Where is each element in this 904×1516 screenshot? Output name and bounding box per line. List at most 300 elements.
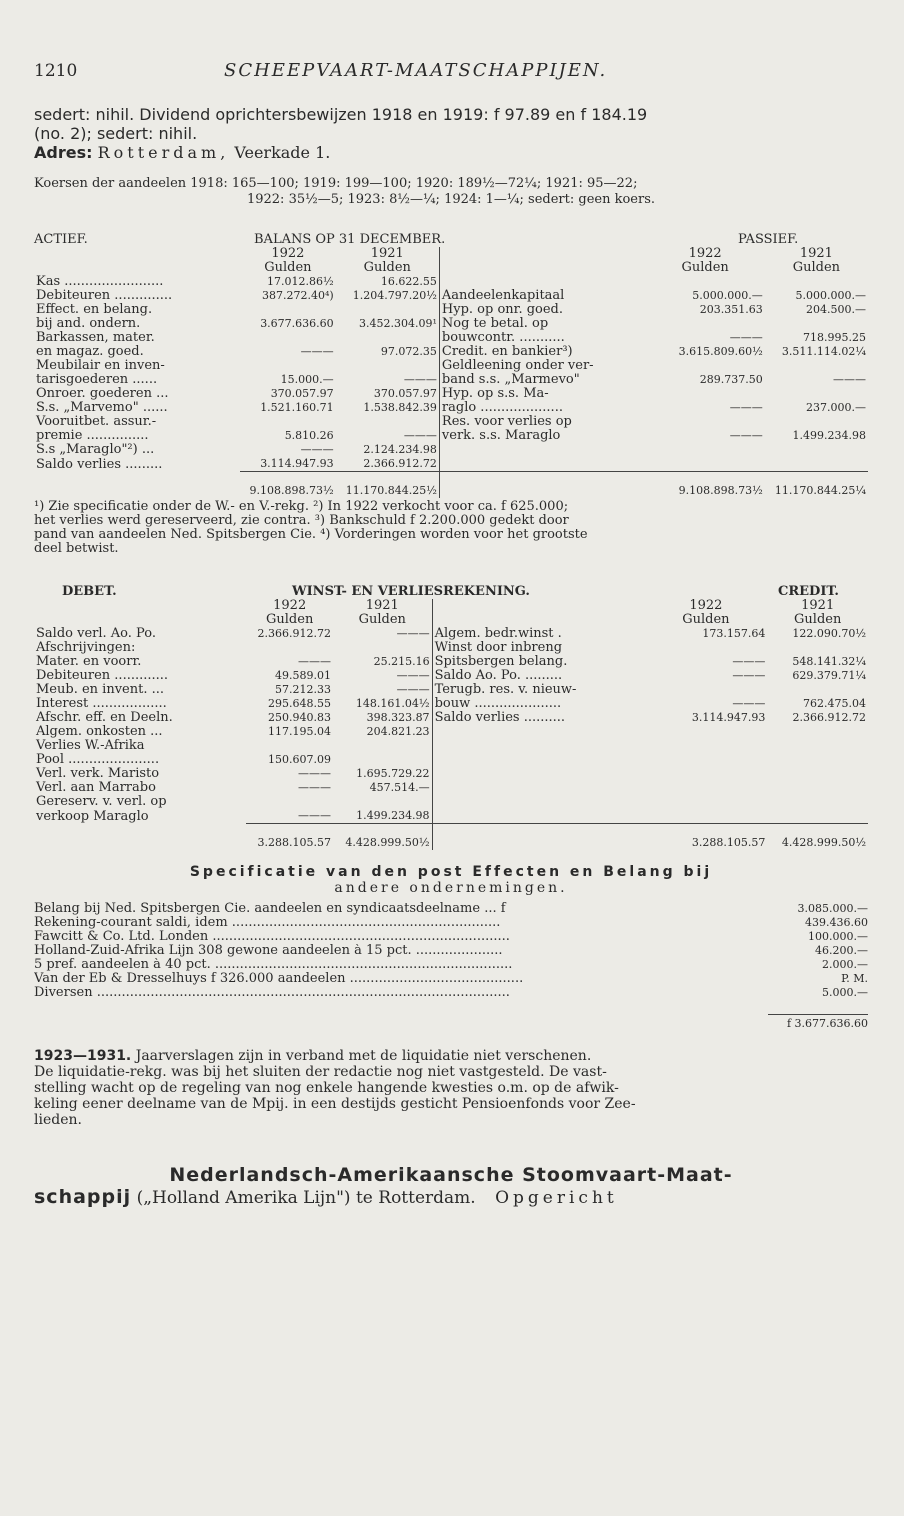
year-1921: 1921 <box>365 598 399 613</box>
wv-row <box>34 753 868 767</box>
wv-right-value-1921: 122.090.70½ <box>792 627 866 640</box>
balans-right-label: Hyp. op onr. goed. <box>439 303 645 317</box>
balance-total-left-1921: 11.170.844.25½ <box>336 472 440 499</box>
balans-right-value-1922 <box>645 443 764 457</box>
balans-right-label: bouwcontr. ........... <box>439 331 645 345</box>
balance-total-left-1922: 9.108.898.73½ <box>240 472 336 499</box>
history-line: keling eener deelname van de Mpij. in een destijds gesticht Pensioenfonds voor Zee- <box>34 1096 636 1112</box>
balans-right-label: raglo .................... <box>439 401 645 415</box>
balans-left-label: Barkassen, mater. <box>36 330 155 345</box>
spec-label: 5 pref. aandeelen à 40 pct. ........................................................................ <box>34 958 513 972</box>
balans-right-value-1921 <box>765 359 868 373</box>
wv-left-label: Mater. en voorr. <box>36 654 142 669</box>
history <box>34 1048 868 1128</box>
wv-left-label: Saldo verl. Ao. Po. <box>36 626 156 641</box>
balance-year-row <box>34 247 868 261</box>
wv-right-value-1921 <box>767 725 868 739</box>
balans-row <box>34 317 868 331</box>
wv-left-value-1921: 148.161.04½ <box>355 697 430 710</box>
balans-row <box>34 373 868 387</box>
balance-total-right-1922: 9.108.898.73½ <box>645 472 764 499</box>
balans-right-value-1922: ——— <box>729 401 763 414</box>
wv-right-value-1922: 3.114.947.93 <box>691 711 766 724</box>
spec-row <box>34 972 868 986</box>
balans-left-value-1922 <box>240 303 336 317</box>
page-header <box>34 60 868 81</box>
wv-right-value-1921: 548.141.32¼ <box>792 655 866 668</box>
wv-right-value-1922 <box>644 725 767 739</box>
balans-row <box>34 345 868 359</box>
balans-left-value-1921: 3.452.304.09¹ <box>359 317 437 330</box>
wv-left-label: Gereserv. v. verl. op <box>36 794 167 809</box>
balans-left-value-1922: 1.521.160.71 <box>260 401 334 414</box>
next-company-name-2: schappij <box>34 1186 132 1208</box>
page <box>34 60 868 1208</box>
next-company-line-2 <box>34 1186 868 1208</box>
balans-left-label: Onroer. goederen ... <box>36 386 169 401</box>
wv-total-right-1921: 4.428.999.50½ <box>767 824 868 851</box>
balans-row <box>34 457 868 472</box>
next-company-opgericht: Opgericht <box>495 1188 618 1208</box>
balans-right-value-1921 <box>765 457 868 472</box>
address-city: Rotterdam, <box>97 143 230 162</box>
balans-left-label: tarisgoederen ...... <box>36 372 158 387</box>
spec-row <box>34 986 868 1000</box>
balans-left-value-1922: 387.272.40⁴) <box>261 289 334 302</box>
spec-row <box>34 944 868 958</box>
balance-total-row <box>34 472 868 499</box>
balans-left-value-1922: 370.057.97 <box>270 387 334 400</box>
wv-left-value-1921: 204.821.23 <box>366 725 430 738</box>
balans-left-value-1921: 1.538.842.39 <box>363 401 437 414</box>
balans-left-label: Vooruitbet. assur.- <box>36 414 157 429</box>
wv-left-label: Afschr. eff. en Deeln. <box>36 710 173 725</box>
balans-right-label: band s.s. „Marmevo" <box>439 373 645 387</box>
balans-right-label: Res. voor verlies op <box>439 415 645 429</box>
balans-left-value-1922 <box>240 359 336 373</box>
wv-left-value-1922: ——— <box>297 781 331 794</box>
spec-row <box>34 902 868 916</box>
wv-right-label: Spitsbergen belang. <box>432 655 644 669</box>
balans-left-label: Debiteuren .............. <box>36 288 173 303</box>
balans-right-value-1921: 3.511.114.02¼ <box>781 345 866 358</box>
balans-right-label <box>439 443 645 457</box>
balans-left-value-1921 <box>336 331 440 345</box>
balance-left-heading: ACTIEF. <box>34 232 88 247</box>
wv-right-label <box>432 795 644 809</box>
wv-row <box>34 641 868 655</box>
balans-left-label: S.s „Maraglo"²) ... <box>36 442 155 457</box>
wv-row <box>34 683 868 697</box>
balans-right-value-1922 <box>645 457 764 472</box>
year-1922: 1922 <box>273 598 307 613</box>
wv-right-value-1922 <box>644 753 767 767</box>
balans-row <box>34 401 868 415</box>
wv-rows <box>34 627 868 824</box>
footnotes <box>34 500 868 556</box>
balans-left-label: Kas ........................ <box>36 274 164 289</box>
intro <box>34 105 868 162</box>
wv-left-value-1922: ——— <box>297 655 331 668</box>
wv-right-label: Saldo Ao. Po. ......... <box>432 669 644 683</box>
wv-left-label: Afschrijvingen: <box>36 640 136 655</box>
wv-right-value-1921: 762.475.04 <box>803 697 866 710</box>
wv-row <box>34 739 868 753</box>
balance-title: BALANS OP 31 DECEMBER. <box>254 232 446 247</box>
wv-left-value-1922: 49.589.01 <box>275 669 331 682</box>
wv-right-value-1922 <box>644 767 767 781</box>
balance-table <box>34 247 868 498</box>
balans-right-value-1922: 203.351.63 <box>699 303 763 316</box>
next-company-name-1: Nederlandsch-Amerikaansche Stoomvaart-Maat- <box>169 1164 733 1186</box>
wv-total-row <box>34 824 868 851</box>
running-title: SCHEEPVAART-MAATSCHAPPIJEN. <box>224 60 608 81</box>
balans-left-label: S.s. „Marvemo" ...... <box>36 400 168 415</box>
wv-title: WINST- EN VERLIESREKENING. <box>292 584 530 599</box>
balans-right-label: Hyp. op s.s. Ma- <box>439 387 645 401</box>
wv-right-value-1922 <box>644 641 767 655</box>
wv-left-value-1922: 57.212.33 <box>275 683 331 696</box>
balance-rows <box>34 275 868 472</box>
balans-right-value-1922 <box>645 387 764 401</box>
wv-left-label: Verl. aan Marrabo <box>36 780 156 795</box>
balans-left-label: premie ............... <box>36 428 149 443</box>
spec-row <box>34 958 868 972</box>
wv-left-label: Verl. verk. Maristo <box>36 766 160 781</box>
wv-right-value-1922: ——— <box>732 655 766 668</box>
wv-right-value-1922 <box>644 739 767 753</box>
balans-left-label: Meubilair en inven- <box>36 358 165 373</box>
balans-left-value-1921: 370.057.97 <box>373 387 437 400</box>
wv-left-value-1922: 295.648.55 <box>268 697 331 710</box>
wv-left-value-1922: ——— <box>297 809 331 822</box>
wv-headings <box>34 584 868 599</box>
next-company <box>34 1164 868 1208</box>
balans-right-label <box>439 457 645 472</box>
wv-left-value-1921: 25.215.16 <box>373 655 430 668</box>
spec-total: f 3.677.636.60 <box>768 1014 868 1030</box>
wv-row <box>34 697 868 711</box>
wv-row <box>34 669 868 683</box>
spec-title-2: andere ondernemingen. <box>334 880 568 896</box>
wv-right-value-1922 <box>644 781 767 795</box>
wv-left-value-1922: 250.940.83 <box>268 711 331 724</box>
wv-left-value-1922 <box>246 795 333 809</box>
wv-left-value-1922: 117.195.04 <box>268 725 331 738</box>
balans-right-value-1921 <box>765 387 868 401</box>
balans-left-value-1922 <box>240 331 336 345</box>
wv-left-label: Algem. onkosten ... <box>36 724 163 739</box>
balans-right-value-1922: 3.615.809.60½ <box>678 345 763 358</box>
balans-row <box>34 359 868 373</box>
wv-left-label: Debiteuren ............. <box>36 668 169 683</box>
balans-right-value-1921 <box>765 443 868 457</box>
koersen-line-1: Koersen der aandeelen 1918: 165—100; 1919: 199—100; 1920: 189½—72¼; 1921: 95—22; <box>34 176 638 191</box>
specification <box>34 864 868 1030</box>
unit-label: Gulden <box>358 612 406 627</box>
wv-row <box>34 627 868 641</box>
spec-label: Holland-Zuid-Afrika Lijn 308 gewone aandeelen à 15 pct. ..................... <box>34 944 503 958</box>
balance-right-heading: PASSIEF. <box>738 232 799 247</box>
balans-right-value-1922: ——— <box>729 429 763 442</box>
wv-unit-row <box>34 613 868 627</box>
year-1922: 1922 <box>271 246 305 261</box>
balans-left-value-1921: 97.072.35 <box>380 345 437 358</box>
balans-right-label: Nog te betal. op <box>439 317 645 331</box>
balans-right-value-1921 <box>765 317 868 331</box>
balans-left-value-1921: 2.124.234.98 <box>363 443 437 456</box>
wv-total-right-1922: 3.288.105.57 <box>644 824 767 851</box>
wv-right-value-1922: ——— <box>732 697 766 710</box>
wv-right-value-1922: 173.157.64 <box>702 627 766 640</box>
wv-left-value-1922: 150.607.09 <box>268 753 331 766</box>
balans-left-value-1921: 2.366.912.72 <box>363 457 437 470</box>
wv-left-value-1922: ——— <box>297 767 331 780</box>
spec-value: 5.000.— <box>822 986 868 999</box>
balans-row <box>34 275 868 289</box>
balans-left-label: en magaz. goed. <box>36 344 144 359</box>
history-line-1 <box>34 1048 868 1064</box>
history-years: 1923—1931. <box>34 1048 132 1064</box>
wv-left-label: verkoop Maraglo <box>36 808 149 824</box>
unit-label: Gulden <box>266 612 314 627</box>
balans-left-value-1921: ——— <box>403 429 437 442</box>
balans-right-value-1922 <box>645 415 764 429</box>
wv-left-value-1921: ——— <box>396 627 430 640</box>
koersen-line-2: 1922: 35½—5; 1923: 8½—¼; 1924: 1—¼; sedert: geen koers. <box>246 192 656 207</box>
balance-total-right-1921: 11.170.844.25¼ <box>765 472 868 499</box>
balans-row <box>34 331 868 345</box>
spec-label: Belang bij Ned. Spitsbergen Cie. aandeelen en syndicaatsdeelname ... f <box>34 902 506 916</box>
spec-value: 3.085.000.— <box>797 902 868 915</box>
balans-left-value-1921 <box>336 359 440 373</box>
intro-line-2: (no. 2); sedert: nihil. <box>34 124 198 143</box>
balans-left-value-1922: 15.000.— <box>280 373 334 386</box>
wv-left-value-1921 <box>333 753 432 767</box>
unit-label: Gulden <box>792 260 841 275</box>
balans-right-value-1922: 289.737.50 <box>699 373 763 386</box>
wv-left-value-1921: 398.323.87 <box>366 711 430 724</box>
wv-right-label <box>432 809 644 824</box>
footnote-line: deel betwist. <box>34 541 119 556</box>
balans-right-label: Aandeelenkapitaal <box>439 289 645 303</box>
wv-right-label <box>432 767 644 781</box>
balans-row <box>34 387 868 401</box>
balance-sheet <box>34 232 868 498</box>
wv-right-value-1921 <box>767 641 868 655</box>
page-number: 1210 <box>34 61 78 81</box>
wv-right-value-1921 <box>767 753 868 767</box>
year-1921: 1921 <box>801 598 835 613</box>
wv-right-label: Terugb. res. v. nieuw- <box>432 683 644 697</box>
wv-right-value-1921 <box>767 767 868 781</box>
wv-left-value-1921: 1.499.234.98 <box>356 809 430 822</box>
balans-right-value-1922: ——— <box>729 331 763 344</box>
wv-right-value-1922 <box>644 795 767 809</box>
wv-right-value-1921 <box>767 739 868 753</box>
balans-left-value-1921 <box>336 415 440 429</box>
balans-left-label: bij and. ondern. <box>36 316 141 331</box>
spec-value: 100.000.— <box>808 930 868 943</box>
spec-label: Fawcitt & Co. Ltd. Londen ........................................................................ <box>34 930 510 944</box>
wv-total-left-1922: 3.288.105.57 <box>246 824 333 851</box>
spec-value: 46.200.— <box>815 944 868 957</box>
unit-label: Gulden <box>681 260 729 275</box>
wv-right-label: Winst door inbreng <box>432 641 644 655</box>
balans-left-value-1921 <box>336 303 440 317</box>
balans-left-value-1922: 3.114.947.93 <box>260 457 334 470</box>
wv-left-value-1921: 1.695.729.22 <box>356 767 430 780</box>
wv-right-heading: CREDIT. <box>778 584 839 599</box>
footnote-line: het verlies werd gereserveerd, zie contra. ³) Bankschuld f 2.200.000 gedekt door <box>34 513 569 528</box>
unit-label: Gulden <box>264 260 312 275</box>
balans-right-value-1921 <box>765 415 868 429</box>
balans-left-value-1922: 17.012.86½ <box>267 275 334 288</box>
wv-right-label <box>432 725 644 739</box>
year-1922: 1922 <box>688 246 722 261</box>
wv-right-label: Saldo verlies .......... <box>432 711 644 725</box>
wv-left-label: Pool ...................... <box>36 752 160 767</box>
wv-right-value-1922: ——— <box>732 669 766 682</box>
year-1922: 1922 <box>689 598 723 613</box>
balans-left-value-1922 <box>240 415 336 429</box>
address-line <box>34 143 868 162</box>
wv-left-value-1921 <box>333 795 432 809</box>
wv-left-value-1922 <box>246 739 333 753</box>
wv-row <box>34 711 868 725</box>
balans-right-label: Credit. en bankier³) <box>439 345 645 359</box>
history-line: De liquidatie-rekg. was bij het sluiten der redactie nog niet vastgesteld. De vast- <box>34 1064 607 1080</box>
wv-left-value-1921 <box>333 641 432 655</box>
history-line: lieden. <box>34 1112 82 1128</box>
wv-year-row <box>34 599 868 613</box>
unit-label: Gulden <box>682 612 730 627</box>
year-1921: 1921 <box>370 246 404 261</box>
balans-row <box>34 289 868 303</box>
wv-right-label: Algem. bedr.winst . <box>432 627 644 641</box>
spec-title-1: Specificatie van den post Effecten en Belang bij <box>189 864 713 880</box>
balans-right-value-1921 <box>765 275 868 289</box>
wv-row <box>34 781 868 795</box>
wv-right-value-1921 <box>767 795 868 809</box>
spec-value: P. M. <box>841 972 868 985</box>
balans-right-value-1922 <box>645 359 764 373</box>
wv-right-label <box>432 753 644 767</box>
history-text: Jaarverslagen zijn in verband met de liquidatie niet verschenen. <box>135 1048 592 1064</box>
wv-right-label <box>432 781 644 795</box>
balans-right-value-1921: 204.500.— <box>806 303 866 316</box>
balans-right-value-1922 <box>645 275 764 289</box>
profit-loss-account <box>34 584 868 850</box>
balans-right-value-1921: 718.995.25 <box>803 331 866 344</box>
wv-left-label: Interest .................. <box>36 696 167 711</box>
spec-value: 439.436.60 <box>805 916 868 929</box>
wv-left-label: Verlies W.-Afrika <box>36 738 145 753</box>
wv-right-value-1921 <box>767 781 868 795</box>
spec-row <box>34 930 868 944</box>
address-label: Adres: <box>34 143 93 162</box>
spec-label: Diversen .................................................................................................... <box>34 986 510 1000</box>
unit-label: Gulden <box>794 612 842 627</box>
wv-row <box>34 767 868 781</box>
wv-table <box>34 599 868 850</box>
balans-right-value-1921: 5.000.000.— <box>795 289 866 302</box>
unit-label: Gulden <box>363 260 411 275</box>
balans-row <box>34 429 868 443</box>
wv-left-value-1921: 457.514.— <box>369 781 430 794</box>
balance-unit-row <box>34 261 868 275</box>
spec-label: Rekening-courant saldi, idem ................................................................. <box>34 916 501 930</box>
balans-left-label: Saldo verlies ......... <box>36 456 163 472</box>
balans-left-label: Effect. en belang. <box>36 302 153 317</box>
wv-right-value-1921 <box>767 683 868 697</box>
wv-right-label <box>432 739 644 753</box>
balans-left-value-1921: 1.204.797.20½ <box>352 289 437 302</box>
wv-left-value-1921 <box>333 739 432 753</box>
balans-right-value-1922: 5.000.000.— <box>692 289 763 302</box>
koersen <box>34 176 868 208</box>
intro-line-1: sedert: nihil. Dividend oprichtersbewijzen 1918 en 1919: f 97.89 en f 184.19 <box>34 105 648 124</box>
wv-left-value-1921: ——— <box>396 683 430 696</box>
balance-headings <box>34 232 868 247</box>
address-street: Veerkade 1. <box>234 143 331 162</box>
footnote-line: pand van aandeelen Ned. Spitsbergen Cie. ⁴) Vorderingen worden voor het grootste <box>34 527 588 542</box>
wv-left-value-1921: ——— <box>396 669 430 682</box>
balans-right-value-1921: ——— <box>833 373 866 386</box>
balans-left-value-1921: 16.622.55 <box>380 275 437 288</box>
balans-right-value-1921: 237.000.— <box>806 401 866 414</box>
next-company-rest: („Holland Amerika Lijn") te Rotterdam. <box>136 1188 476 1208</box>
balans-row <box>34 443 868 457</box>
wv-left-value-1922: 2.366.912.72 <box>257 627 331 640</box>
wv-right-value-1922 <box>644 683 767 697</box>
wv-left-value-1922 <box>246 641 333 655</box>
history-line: stelling wacht op de regeling van nog enkele hangende kwesties o.m. op de afwik- <box>34 1080 619 1096</box>
spec-label: Van der Eb & Dresselhuys f 326.000 aandeelen .......................................... <box>34 972 524 986</box>
balans-left-value-1922: ——— <box>300 443 334 456</box>
wv-right-label: bouw ..................... <box>432 697 644 711</box>
spec-row <box>34 916 868 930</box>
spec-value: 2.000.— <box>822 958 868 971</box>
spec-table <box>34 902 868 1000</box>
balans-right-label: verk. s.s. Maraglo <box>439 429 645 443</box>
wv-row <box>34 809 868 824</box>
wv-row <box>34 795 868 809</box>
wv-right-value-1921: 629.379.71¼ <box>792 669 866 682</box>
balans-right-value-1921: 1.499.234.98 <box>792 429 866 442</box>
balans-left-value-1921: ——— <box>403 373 437 386</box>
balans-left-value-1922: 5.810.26 <box>284 429 334 442</box>
wv-row <box>34 725 868 739</box>
balans-right-value-1922 <box>645 317 764 331</box>
wv-row <box>34 655 868 669</box>
balans-row <box>34 303 868 317</box>
wv-left-label: Meub. en invent. ... <box>36 682 164 697</box>
balans-right-label: Geldleening onder ver- <box>439 359 645 373</box>
wv-right-value-1921 <box>767 809 868 824</box>
balans-row <box>34 415 868 429</box>
spec-rows <box>34 902 868 1000</box>
wv-right-value-1921: 2.366.912.72 <box>792 711 866 724</box>
balans-left-value-1922: 3.677.636.60 <box>260 317 334 330</box>
wv-left-heading: DEBET. <box>62 584 117 599</box>
balans-right-label <box>439 275 645 289</box>
year-1921: 1921 <box>799 246 833 261</box>
wv-right-value-1922 <box>644 809 767 824</box>
footnote-line: ¹) Zie specificatie onder de W.- en V.-rekg. ²) In 1922 verkocht voor ca. f 625.000; <box>34 499 569 514</box>
wv-total-left-1921: 4.428.999.50½ <box>333 824 432 851</box>
balans-left-value-1922: ——— <box>300 345 334 358</box>
